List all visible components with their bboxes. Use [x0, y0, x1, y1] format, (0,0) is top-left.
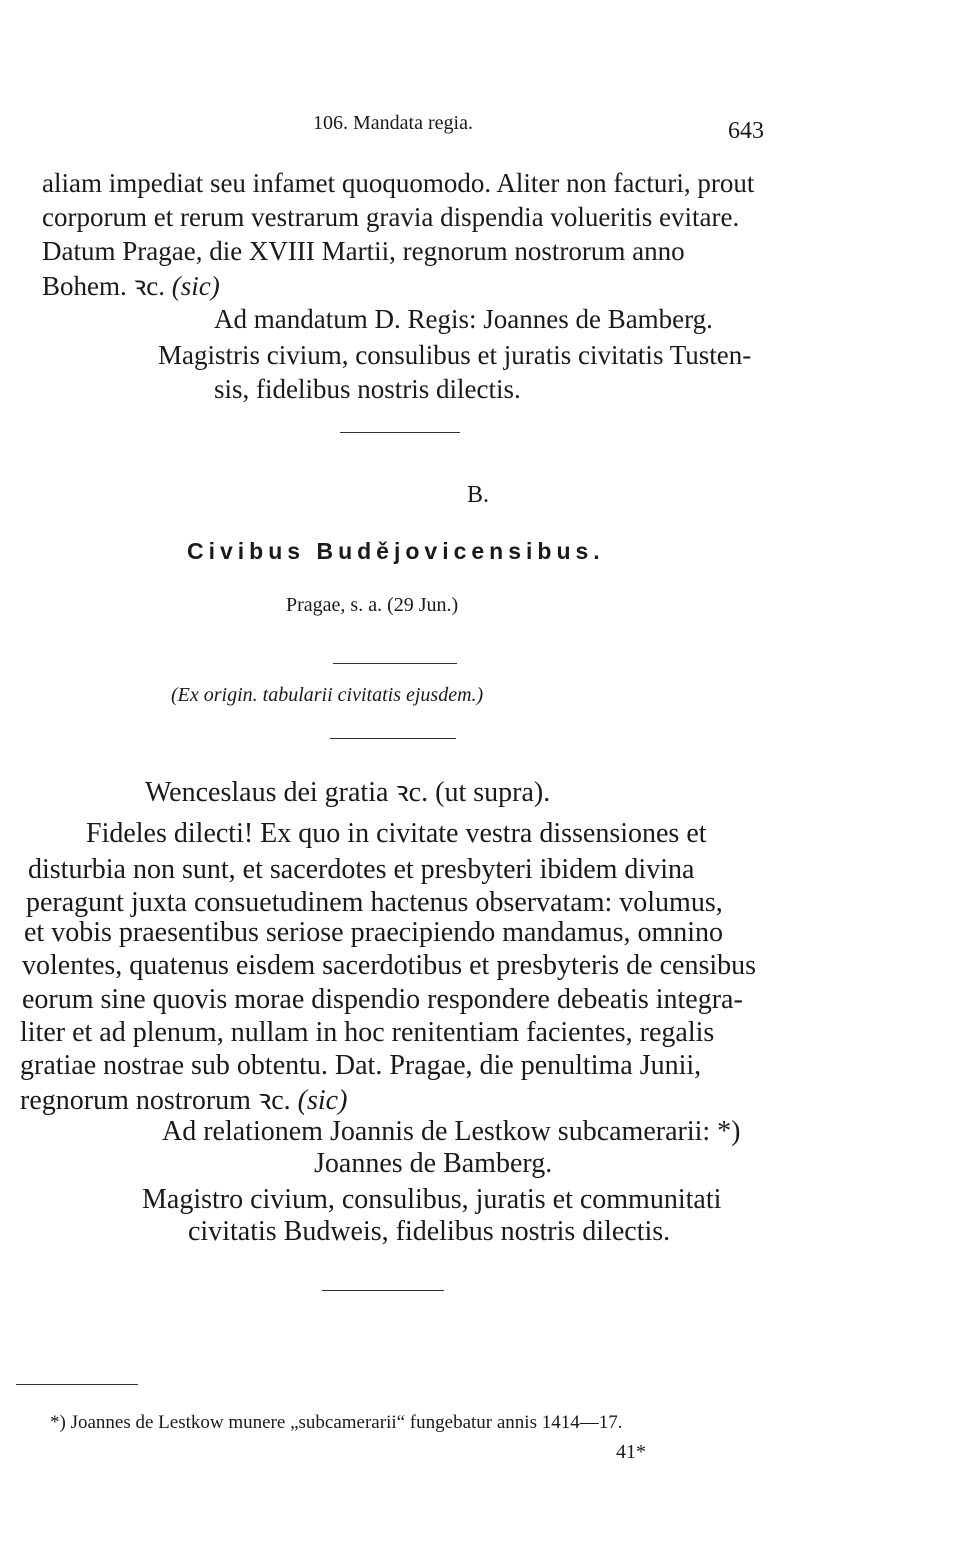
text-line: aliam impediat seu infamet quoquomodo. Aliter non facturi, prout: [42, 168, 755, 198]
address-line: civitatis Budweis, fidelibus nostris dilectis.: [188, 1216, 671, 1247]
subscription: Ad mandatum D. Regis: Joannes de Bamberg.: [214, 304, 713, 334]
footnote-rule: [16, 1384, 138, 1385]
section-letter: B.: [467, 482, 490, 508]
body-line: disturbia non sunt, et sacerdotes et presbyteri ibidem divina: [28, 854, 695, 885]
body-line: gratiae nostrae sub obtentu. Dat. Pragae, die penultima Junii,: [20, 1050, 702, 1081]
separator-rule: [322, 1290, 444, 1291]
running-title: 106. Mandata regia.: [313, 112, 473, 134]
body-line: liter et ad plenum, nullam in hoc renitentiam facientes, regalis: [20, 1017, 715, 1048]
signature-mark: 41*: [616, 1441, 646, 1463]
body-line: volentes, quatenus eisdem sacerdotibus et presbyteris de censibus: [22, 950, 757, 981]
text-fragment: regnorum nostrorum ꝛc.: [20, 1085, 291, 1116]
page-number: 643: [728, 118, 764, 144]
intitulatio: Wenceslaus dei gratia ꝛc. (ut supra).: [145, 777, 551, 808]
subscription-signature: Joannes de Bamberg.: [314, 1148, 553, 1179]
source-note: (Ex origin. tabularii civitatis ejusdem.): [171, 684, 484, 706]
sic-note: (sic): [297, 1085, 348, 1116]
subscription: Ad relationem Joannis de Lestkow subcamerarii: *): [162, 1116, 741, 1147]
text-line: corporum et rerum vestrarum gravia dispendia volueritis evitare.: [42, 202, 740, 232]
place-date: Pragae, s. a. (29 Jun.): [286, 594, 459, 616]
address-line: Magistro civium, consulibus, juratis et communitati: [142, 1184, 722, 1215]
body-line: [20, 1080, 347, 1118]
text-fragment: Bohem. ꝛc.: [42, 271, 166, 301]
separator-rule: [330, 738, 456, 739]
body-line: et vobis praesentibus seriose praecipiendo mandamus, omnino: [24, 917, 724, 948]
text-line: [42, 266, 220, 303]
address-line: sis, fidelibus nostris dilectis.: [214, 374, 521, 404]
footnote: *) Joannes de Lestkow munere „subcamerarii“ fungebatur annis 1414—17.: [50, 1412, 623, 1433]
text-line: Datum Pragae, die XVIII Martii, regnorum nostrorum anno: [42, 236, 685, 266]
address-line: Magistris civium, consulibus et juratis civitatis Tusten-: [158, 340, 752, 370]
separator-rule: [333, 663, 457, 664]
body-line: Fideles dilecti! Ex quo in civitate vestra dissensiones et: [86, 818, 707, 849]
separator-rule: [340, 432, 460, 433]
section-addressee: Civibus Budějovicensibus.: [187, 538, 605, 564]
body-line: eorum sine quovis morae dispendio respondere debeatis integra-: [22, 984, 743, 1015]
sic-note: (sic): [171, 271, 220, 301]
body-line: peragunt juxta consuetudinem hactenus observatam: volumus,: [26, 887, 723, 918]
